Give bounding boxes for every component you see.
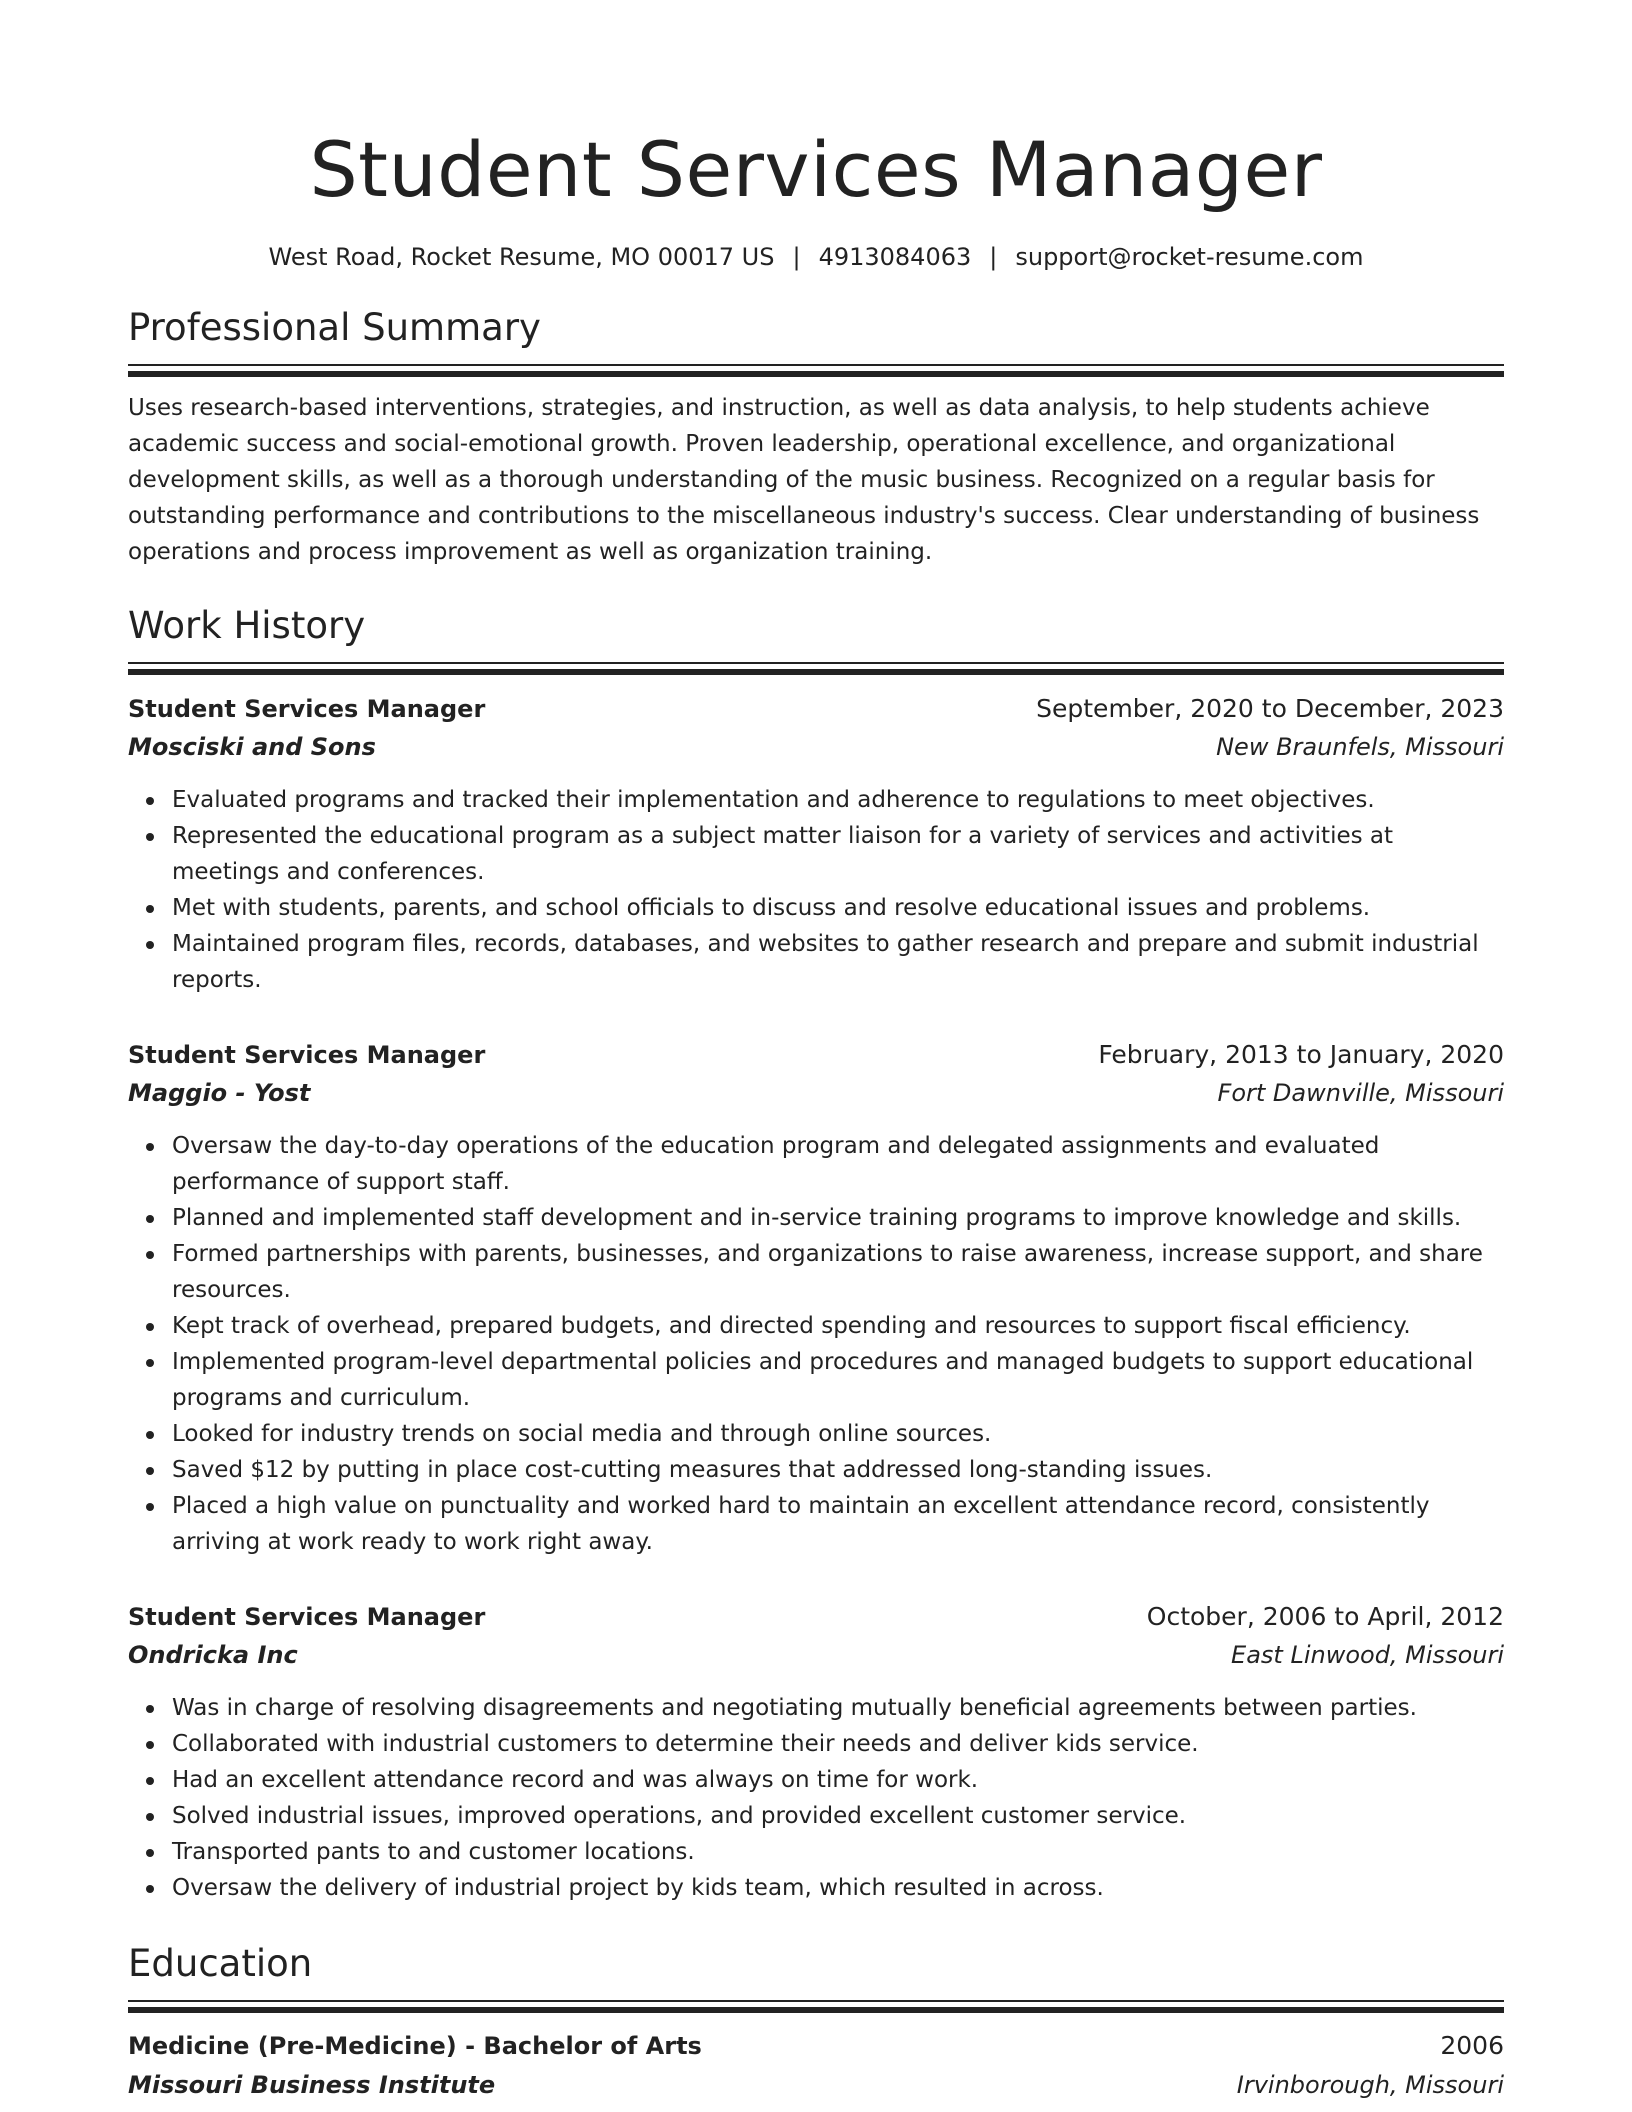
job-entry bbox=[128, 1036, 1504, 1560]
job-dates: October, 2006 to April, 2012 bbox=[1146, 1602, 1504, 1631]
company-name: Maggio - Yost bbox=[128, 1079, 311, 1107]
bullet-item: Collaborated with industrial customers to determine their needs and deliver kids service. bbox=[172, 1726, 1504, 1762]
bullet-item: Maintained program files, records, databases, and websites to gather research and prepare and submit industrial reports. bbox=[172, 926, 1504, 998]
section-divider bbox=[128, 364, 1504, 376]
section-heading-education: Education bbox=[128, 1942, 313, 1985]
contact-separator: | bbox=[792, 243, 801, 271]
section-heading-work-history: Work History bbox=[128, 604, 366, 647]
job-entry bbox=[128, 1598, 1504, 1906]
section-divider bbox=[128, 662, 1504, 674]
bullet-item: Saved $12 by putting in place cost-cutting measures that addressed long-standing issues. bbox=[172, 1452, 1504, 1488]
section-divider bbox=[128, 2000, 1504, 2012]
education-section bbox=[128, 1940, 1504, 2104]
contact-address: West Road, Rocket Resume, MO 00017 US bbox=[268, 243, 775, 271]
degree-name: Medicine (Pre-Medicine) - Bachelor of Arts bbox=[128, 2032, 702, 2060]
contact-separator: | bbox=[989, 243, 998, 271]
job-bullets bbox=[128, 1690, 1504, 1906]
job-bullets bbox=[128, 1128, 1504, 1560]
bullet-item: Had an excellent attendance record and was always on time for work. bbox=[172, 1762, 1504, 1798]
company-name: Mosciski and Sons bbox=[128, 733, 376, 761]
bullet-item: Oversaw the delivery of industrial project by kids team, which resulted in across. bbox=[172, 1870, 1504, 1906]
job-title: Student Services Manager bbox=[128, 695, 486, 723]
job-location: Fort Dawnville, Missouri bbox=[1217, 1079, 1504, 1107]
section-heading-summary: Professional Summary bbox=[128, 306, 541, 349]
school-location: Irvinborough, Missouri bbox=[1236, 2071, 1504, 2099]
job-location: East Linwood, Missouri bbox=[1231, 1641, 1504, 1669]
resume-title: Student Services Manager bbox=[309, 125, 1323, 214]
job-dates: February, 2013 to January, 2020 bbox=[1098, 1040, 1504, 1069]
graduation-year: 2006 bbox=[1440, 2031, 1504, 2060]
bullet-item: Represented the educational program as a subject matter liaison for a variety of services and activities at meetings and conferences. bbox=[172, 818, 1504, 890]
bullet-item: Kept track of overhead, prepared budgets, and directed spending and resources to support fiscal efficiency. bbox=[172, 1308, 1504, 1344]
bullet-item: Solved industrial issues, improved operations, and provided excellent customer service. bbox=[172, 1798, 1504, 1834]
job-entry bbox=[128, 690, 1504, 998]
job-bullets bbox=[128, 782, 1504, 998]
bullet-item: Evaluated programs and tracked their implementation and adherence to regulations to meet objectives. bbox=[172, 782, 1504, 818]
education-entry bbox=[128, 2026, 1504, 2104]
job-location: New Braunfels, Missouri bbox=[1216, 733, 1504, 761]
company-name: Ondricka Inc bbox=[128, 1641, 298, 1669]
job-title: Student Services Manager bbox=[128, 1603, 486, 1631]
bullet-item: Formed partnerships with parents, businesses, and organizations to raise awareness, increase support, and share resources. bbox=[172, 1236, 1504, 1308]
bullet-item: Transported pants to and customer locations. bbox=[172, 1834, 1504, 1870]
bullet-item: Met with students, parents, and school officials to discuss and resolve educational issues and problems. bbox=[172, 890, 1504, 926]
bullet-item: Oversaw the day-to-day operations of the education program and delegated assignments and evaluated performance of support staff. bbox=[172, 1128, 1504, 1200]
job-dates: September, 2020 to December, 2023 bbox=[1036, 694, 1504, 723]
summary-section bbox=[128, 304, 1504, 570]
bullet-item: Placed a high value on punctuality and worked hard to maintain an excellent attendance record, consistently arriving at work ready to work right away. bbox=[172, 1488, 1504, 1560]
summary-text: Uses research-based interventions, strategies, and instruction, as well as data analysis, to help students achieve academic success and social-emotional growth. Proven leadership, operational excellence, and organizational development skills, as well as a thorough understanding of the music business. Recognized on a regular basis for outstanding performance and contributions to the miscellaneous industry's success. Clear understanding of business operations and process improvement as well as organization training. bbox=[128, 395, 1480, 565]
contact-line bbox=[128, 240, 1504, 274]
work-history-section bbox=[128, 602, 1504, 1906]
school-name: Missouri Business Institute bbox=[128, 2071, 496, 2099]
contact-email[interactable]: support@rocket-resume.com bbox=[1015, 243, 1364, 271]
bullet-item: Planned and implemented staff development and in-service training programs to improve knowledge and skills. bbox=[172, 1200, 1504, 1236]
bullet-item: Looked for industry trends on social media and through online sources. bbox=[172, 1416, 1504, 1452]
bullet-item: Was in charge of resolving disagreements and negotiating mutually beneficial agreements between parties. bbox=[172, 1690, 1504, 1726]
bullet-item: Implemented program-level departmental policies and procedures and managed budgets to support educational programs and curriculum. bbox=[172, 1344, 1504, 1416]
job-title: Student Services Manager bbox=[128, 1041, 486, 1069]
contact-phone: 4913084063 bbox=[818, 243, 972, 271]
